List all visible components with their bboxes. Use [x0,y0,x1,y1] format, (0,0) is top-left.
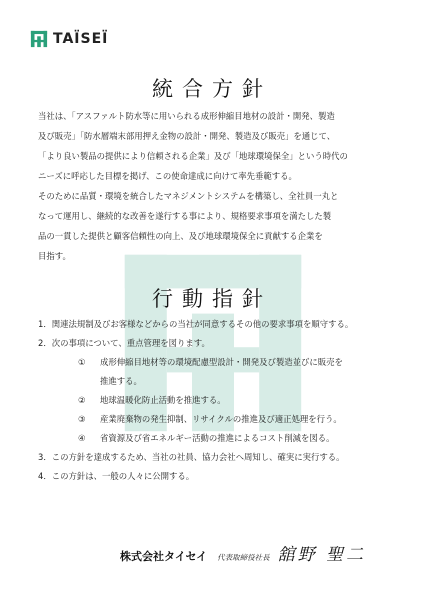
taisei-logo-icon [30,30,48,48]
policy-line: そのために品質・環境を統合したマネジメントシステムを構築し、全社員一丸と [38,191,339,201]
policy-body [38,106,390,266]
policy-line: 目指す。 [38,251,71,261]
policy-line: 品の一貫した提供と顧客信頼性の向上、及び地球環境保全に貢献する企業を [38,231,323,241]
sub-item-number: ④ [78,433,86,443]
policy-line: 当社は、「アスファルト防水等に用いられる成形伸縮目地材の設計・開発、製造 [38,111,335,121]
sub-item-text: 地球温暖化防止活動を推進する。 [100,395,226,405]
sub-item-continuation [100,375,142,387]
sub-item-text: 推進する。 [100,376,142,386]
policy-line: ニーズに呼応した目標を掲げ、この使命達成に向けて率先垂範する。 [38,171,297,181]
sub-item [78,356,343,368]
sub-item-number: ① [78,357,86,367]
signature-name: 舘野 聖二 [277,545,367,565]
policy-title: 統合方針 [152,77,272,101]
policy-line: 及び販売」「防水層端末部用押え金物の設計・開発、製造及び販売」を通じて、 [38,131,336,141]
action-item: 4．この方針は、一般の人々に公開する。 [38,471,195,481]
company-logo [30,30,108,48]
sub-item-text: 成形伸縮目地材等の環境配慮型設計・開発及び製造並びに販売を [100,357,343,367]
policy-line: なって運用し、継続的な改善を遂行する事により、規格要求事項を満たした製 [38,211,332,221]
sub-item-text: 産業廃棄物の発生抑制、リサイクルの推進及び適正処理を行う。 [100,414,342,424]
sub-item-text: 省資源及び省エネルギー活動の推進によるコスト削減を図る。 [100,433,335,443]
action-title: 行動指針 [152,287,272,311]
policy-line: 「より良い製品の提供により信頼される企業」及び「地球環境保全」という時代の [38,151,348,161]
signature-block [120,540,366,565]
sub-item-number: ③ [78,414,86,424]
action-item: 2．次の事項について、重点管理を図ります。 [38,338,210,348]
logo-wordmark: TAÏSEÏ [53,31,109,47]
signature-role: 代表取締役社長 [217,553,270,562]
signature-company: 株式会社タイセイ [120,550,208,563]
action-item: 3．この方針を達成するため、当社の社員、協力会社へ周知し、確実に実行する。 [38,452,345,462]
sub-item [78,432,335,444]
sub-item [78,394,226,406]
sub-item-number: ② [78,395,86,405]
sub-item [78,413,342,425]
action-item: 1．関連法規制及びお客様などからの当社が同意するその他の要求事項を順守する。 [38,319,354,329]
